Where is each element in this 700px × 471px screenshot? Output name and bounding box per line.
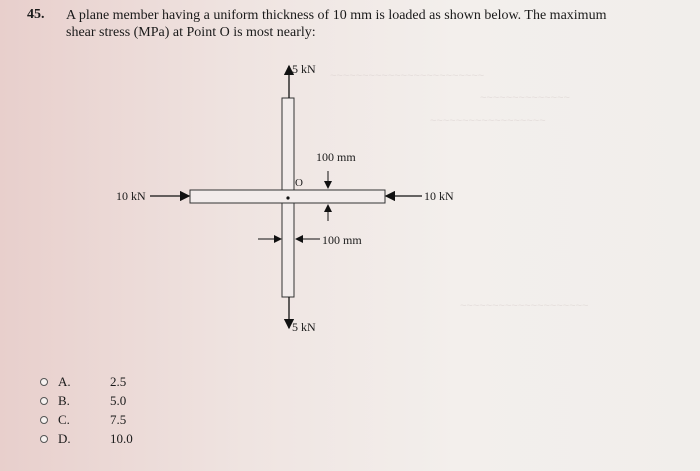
left-force-label: 10 kN [116,189,146,203]
vertical-dimension-label: 100 mm [316,150,356,164]
radio-button[interactable] [40,397,48,405]
answer-choices [40,372,133,448]
radio-button[interactable] [40,378,48,386]
bottom-force-label: 5 kN [292,320,316,334]
question-line-1: A plane member having a uniform thickness of 10 mm is loaded as shown below. The maximum [66,8,607,23]
choice-b[interactable] [40,391,133,410]
top-force-label: 5 kN [292,62,316,76]
horizontal-dimension-label: 100 mm [322,233,362,247]
point-o-label: O [295,177,303,189]
choice-a[interactable] [40,372,133,391]
choice-letter: D. [58,430,71,446]
point-o-marker [286,196,289,199]
choice-value: 7.5 [110,411,127,427]
choice-value: 5.0 [110,392,127,408]
radio-button[interactable] [40,416,48,424]
right-force-label: 10 kN [424,189,454,203]
choice-d[interactable] [40,429,133,448]
choice-letter: A. [58,373,71,389]
choice-letter: B. [58,392,70,408]
radio-button[interactable] [40,435,48,443]
choice-value: 10.0 [110,430,133,446]
question-line-2: shear stress (MPa) at Point O is most nearly: [66,25,316,40]
choice-c[interactable] [40,410,133,429]
choice-value: 2.5 [110,373,127,389]
question-number: 45. [27,7,45,22]
choice-letter: C. [58,411,70,427]
